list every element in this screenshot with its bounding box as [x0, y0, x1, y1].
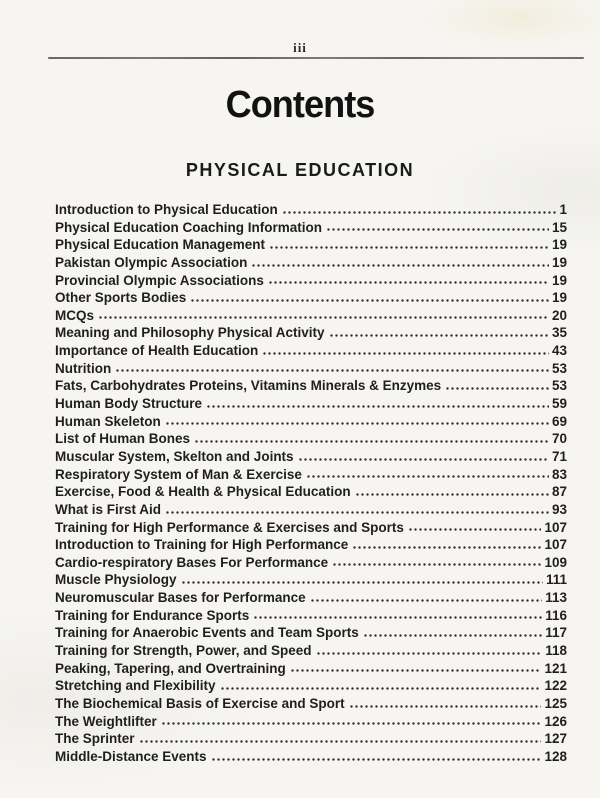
toc-entry-title: Middle-Distance Events: [55, 748, 207, 764]
toc-entry-title: The Biochemical Basis of Exercise and Sport: [55, 695, 345, 711]
toc-entry: [55, 236, 567, 254]
toc-entry: [55, 536, 567, 554]
toc-entry-page: 19: [551, 272, 567, 288]
toc-entry: [55, 413, 567, 431]
toc-entry: [55, 360, 567, 378]
toc-entry-page: 121: [544, 660, 567, 676]
toc-entry-page: 117: [545, 625, 567, 641]
toc-leader-dots: [332, 554, 541, 572]
toc-entry: [55, 730, 567, 748]
toc-entry: [55, 677, 567, 695]
toc-entry-page: 126: [544, 713, 567, 729]
toc-leader-dots: [326, 219, 549, 237]
toc-leader-dots: [262, 342, 549, 360]
toc-entry: [55, 395, 567, 413]
toc-entry-page: 116: [545, 607, 567, 623]
toc-entry: [55, 272, 567, 290]
toc-entry: [55, 624, 567, 642]
toc-entry: [55, 571, 567, 589]
toc-entry-title: The Weightlifter: [55, 713, 157, 729]
toc-leader-dots: [220, 677, 542, 695]
toc-leader-dots: [115, 360, 549, 378]
toc-leader-dots: [352, 536, 541, 554]
toc-entry: [55, 607, 567, 625]
toc-entry-title: Importance of Health Education: [55, 343, 259, 359]
header-rule: [48, 57, 584, 59]
toc-entry-title: Exercise, Food & Health & Physical Education: [55, 484, 351, 500]
toc-entry: [55, 289, 567, 307]
toc-entry: [55, 448, 567, 466]
toc-leader-dots: [98, 307, 549, 325]
toc-entry-page: 118: [545, 643, 567, 659]
toc-entry-title: Muscular System, Skelton and Joints: [55, 448, 294, 464]
toc-leader-dots: [329, 324, 549, 342]
toc-entry: [55, 219, 567, 237]
toc-leader-dots: [269, 236, 549, 254]
toc-leader-dots: [194, 430, 549, 448]
toc-leader-dots: [139, 730, 542, 748]
toc-entry-title: Training for Strength, Power, and Speed: [55, 643, 312, 659]
toc-entry: [55, 660, 567, 678]
toc-leader-dots: [190, 289, 549, 307]
toc-entry-title: Training for High Performance & Exercises and Sports: [55, 519, 404, 535]
toc-entry: [55, 342, 567, 360]
toc-entry: [55, 554, 567, 572]
toc-leader-dots: [316, 642, 543, 660]
toc-leader-dots: [445, 377, 549, 395]
toc-entry: [55, 377, 567, 395]
toc-leader-dots: [408, 519, 542, 537]
toc-entry-title: Introduction to Physical Education: [55, 202, 278, 217]
toc-entry-page: 128: [544, 748, 567, 764]
toc-entry: [55, 324, 567, 342]
toc-entry-page: 107: [544, 519, 567, 535]
toc-entry-title: Nutrition: [55, 360, 112, 376]
toc-entry-title: Neuromuscular Bases for Performance: [55, 590, 306, 606]
toc-entry-title: Introduction to Training for High Performance: [55, 537, 349, 553]
toc-entry-title: Muscle Physiology: [55, 572, 177, 588]
toc-leader-dots: [282, 201, 557, 219]
toc-entry-title: Other Sports Bodies: [55, 290, 187, 306]
toc-leader-dots: [363, 624, 542, 642]
toc-entry-page: 87: [551, 484, 567, 500]
toc-entry: [55, 589, 567, 607]
toc-leader-dots: [306, 466, 549, 484]
toc-leader-dots: [161, 713, 542, 731]
toc-entry-title: List of Human Bones: [55, 431, 191, 447]
toc-entry-page: 109: [544, 554, 567, 570]
toc-entry-page: 59: [551, 396, 567, 412]
section-heading: PHYSICAL EDUCATION: [185, 160, 415, 180]
toc-leader-dots: [310, 589, 543, 607]
toc-entry-page: 113: [545, 590, 567, 606]
toc-entry-title: Peaking, Tapering, and Overtraining: [55, 660, 286, 676]
toc-leader-dots: [251, 254, 549, 272]
toc-entry-page: 127: [544, 731, 567, 747]
toc-entry-title: Fats, Carbohydrates Proteins, Vitamins Minerals & Enzymes: [55, 378, 442, 394]
toc-entry-page: 35: [551, 325, 567, 341]
toc-entry: [55, 642, 567, 660]
toc-list: [55, 201, 567, 766]
toc-entry: [55, 201, 567, 219]
toc-leader-dots: [290, 660, 542, 678]
toc-entry: [55, 483, 567, 501]
toc-entry-page: 15: [551, 219, 567, 235]
toc-leader-dots: [298, 448, 549, 466]
toc-entry-page: 19: [551, 254, 567, 270]
toc-entry-page: 53: [551, 360, 567, 376]
toc-leader-dots: [206, 395, 549, 413]
folio-page-number: iii: [293, 40, 307, 55]
toc-entry-title: Physical Education Coaching Information: [55, 219, 323, 235]
toc-entry-page: 71: [551, 448, 567, 464]
toc-entry-page: 125: [544, 695, 567, 711]
toc-entry-page: 93: [551, 501, 567, 517]
toc-entry-title: Pakistan Olympic Association: [55, 254, 248, 270]
toc-entry-page: 83: [551, 466, 567, 482]
toc-entry-page: 19: [551, 237, 567, 253]
toc-entry: [55, 307, 567, 325]
toc-leader-dots: [211, 748, 542, 766]
toc-entry: [55, 254, 567, 272]
toc-leader-dots: [165, 501, 549, 519]
toc-leader-dots: [268, 272, 549, 290]
toc-leader-dots: [181, 571, 543, 589]
toc-entry-page: 69: [551, 413, 567, 429]
toc-leader-dots: [253, 607, 542, 625]
toc-entry: [55, 713, 567, 731]
toc-entry-title: Human Skeleton: [55, 413, 161, 429]
toc-entry-title: MCQs: [55, 307, 95, 323]
toc-entry-page: 43: [551, 343, 567, 359]
toc-entry-title: Physical Education Management: [55, 237, 266, 253]
toc-entry: [55, 519, 567, 537]
toc-leader-dots: [349, 695, 542, 713]
toc-entry: [55, 466, 567, 484]
toc-entry-page: 19: [551, 290, 567, 306]
toc-entry-page: 122: [544, 678, 567, 694]
toc-entry-title: Training for Anaerobic Events and Team Sports: [55, 625, 359, 641]
toc-entry: [55, 501, 567, 519]
toc-entry-title: Meaning and Philosophy Physical Activity: [55, 325, 325, 341]
toc-entry-page: 111: [545, 572, 567, 588]
toc-entry-title: The Sprinter: [55, 731, 135, 747]
toc-entry-page: 70: [551, 431, 567, 447]
toc-entry: [55, 695, 567, 713]
toc-entry-page: 1: [559, 202, 567, 217]
toc-leader-dots: [165, 413, 549, 431]
contents-title: Contents: [225, 84, 375, 126]
toc-entry: [55, 748, 567, 766]
toc-entry-title: Cardio-respiratory Bases For Performance: [55, 554, 329, 570]
toc-entry: [55, 430, 567, 448]
toc-entry-title: Provincial Olympic Associations: [55, 272, 264, 288]
toc-entry-title: Stretching and Flexibility: [55, 678, 216, 694]
toc-entry-title: What is First Aid: [55, 501, 162, 517]
toc-entry-title: Respiratory System of Man & Exercise: [55, 466, 302, 482]
toc-entry-page: 20: [551, 307, 567, 323]
toc-leader-dots: [355, 483, 549, 501]
toc-entry-title: Training for Endurance Sports: [55, 607, 250, 623]
toc-entry-page: 107: [544, 537, 567, 553]
toc-entry-page: 53: [551, 378, 567, 394]
toc-entry-title: Human Body Structure: [55, 396, 203, 412]
